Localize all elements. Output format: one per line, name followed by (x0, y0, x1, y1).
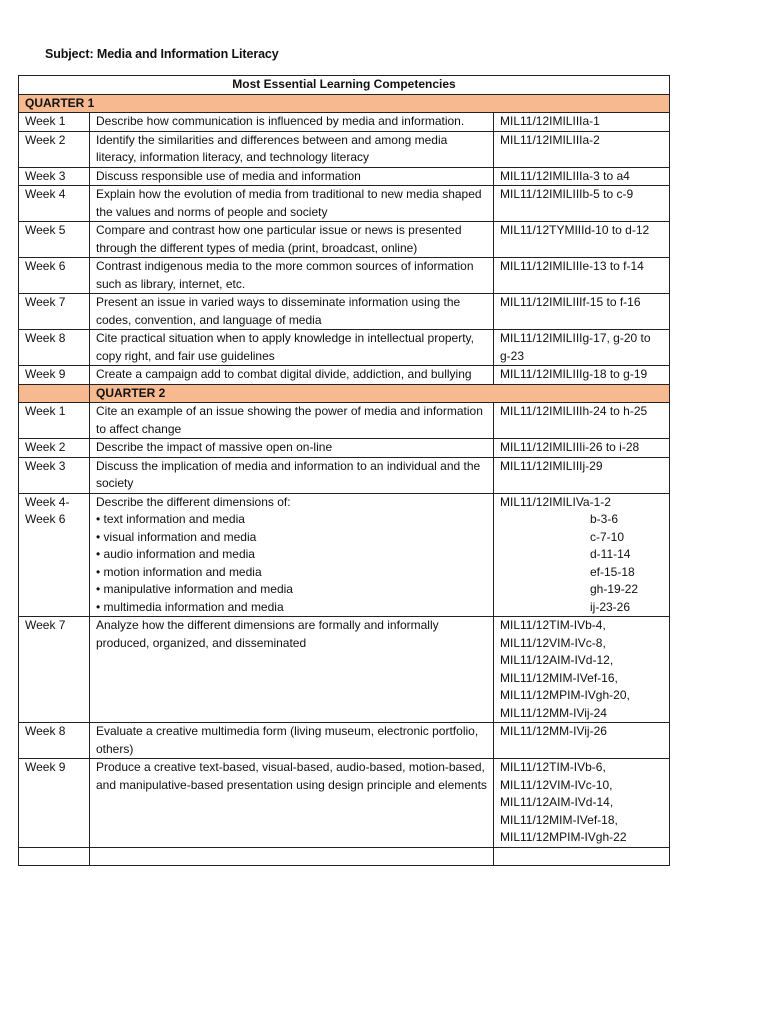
table-row (19, 457, 670, 493)
week-cell: Week 3 (19, 457, 90, 493)
quarter-2-row (19, 384, 670, 403)
competency-cell: Explain how the evolution of media from traditional to new media shaped the values and norms of people and society (90, 186, 494, 222)
table-row (19, 294, 670, 330)
competency-cell: Cite practical situation when to apply knowledge in intellectual property, copy right, and fair use guidelines (90, 330, 494, 366)
week-cell: Week 2 (19, 131, 90, 167)
empty-cell (90, 847, 494, 865)
competency-cell: Analyze how the different dimensions are formally and informally produced, organized, and disseminated (90, 617, 494, 723)
week-cell: Week 4 (19, 186, 90, 222)
code-subline: d-11-14 (590, 547, 631, 561)
bullet-item: • multimedia information and media (96, 599, 284, 614)
code-line: MIL11/12MM-IVij-24 (500, 705, 607, 720)
code-cell: MIL11/12IMILIIIh-24 to h-25 (494, 403, 670, 439)
quarter-1-label: QUARTER 1 (19, 94, 670, 113)
table-row (19, 167, 670, 186)
quarter-2-spacer (19, 384, 90, 403)
code-cell: MIL11/12IMILIIIb-5 to c-9 (494, 186, 670, 222)
empty-cell (19, 847, 90, 865)
code-line: MIL11/12MIM-IVef-18, (500, 812, 618, 827)
week-cell (19, 493, 90, 617)
bullet-item: • manipulative information and media (96, 582, 293, 596)
code-cell (494, 759, 670, 848)
week-cell: Week 6 (19, 258, 90, 294)
competency-cell: Describe the impact of massive open on-line (90, 439, 494, 458)
bullet-item: • text information and media (96, 512, 245, 526)
week-cell: Week 3 (19, 167, 90, 186)
code-line: MIL11/12MIM-IVef-16, (500, 670, 618, 685)
competency-cell (90, 493, 494, 617)
code-subline: ef-15-18 (590, 564, 635, 579)
quarter-1-row (19, 94, 670, 113)
empty-row (19, 847, 670, 865)
competency-cell: Cite an example of an issue showing the power of media and information to affect change (90, 403, 494, 439)
code-line: MIL11/12MPIM-IVgh-22 (500, 830, 627, 844)
code-cell: MIL11/12IMILIIIa-3 to a4 (494, 167, 670, 186)
week-cell: Week 1 (19, 403, 90, 439)
table-row (19, 131, 670, 167)
competencies-table (18, 75, 670, 866)
code-cell: MIL11/12IMILIIIg-17, g-20 to g-23 (494, 330, 670, 366)
competency-intro: Describe the different dimensions of: (96, 494, 291, 509)
code-line: MIL11/12TIM-IVb-4, (500, 618, 606, 632)
table-title: Most Essential Learning Competencies (19, 76, 670, 95)
bullet-item: • motion information and media (96, 564, 262, 579)
table-row (19, 439, 670, 458)
competency-cell: Identify the similarities and differences between and among media literacy, information literacy, and technology literacy (90, 131, 494, 167)
quarter-2-label: QUARTER 2 (90, 384, 670, 403)
table-row (19, 723, 670, 759)
code-cell: MIL11/12IMILIIIj-29 (494, 457, 670, 493)
code-cell: MIL11/12IMILIIIg-18 to g-19 (494, 366, 670, 385)
table-row (19, 222, 670, 258)
code-line: MIL11/12VIM-IVc-10, (500, 777, 613, 792)
bullet-item: • visual information and media (96, 529, 257, 544)
code-cell: MIL11/12IMILIIIa-2 (494, 131, 670, 167)
code-cell: MIL11/12IMILIIIa-1 (494, 113, 670, 132)
week-cell: Week 2 (19, 439, 90, 458)
code-subline: gh-19-22 (590, 582, 639, 596)
code-line: MIL11/12MPIM-IVgh-20, (500, 688, 630, 702)
table-header-row (19, 76, 670, 95)
table-row (19, 186, 670, 222)
competency-cell: Compare and contrast how one particular issue or news is presented through the different types of media (print, broadcast, online) (90, 222, 494, 258)
code-cell: MIL11/12IMILIIIf-15 to f-16 (494, 294, 670, 330)
table-row (19, 258, 670, 294)
code-line: MIL11/12VIM-IVc-8, (500, 635, 606, 650)
week-cell: Week 5 (19, 222, 90, 258)
week-line: Week 4- (25, 494, 70, 509)
code-line: MIL11/12AIM-IVd-12, (500, 653, 614, 667)
code-subline: b-3-6 (590, 512, 619, 526)
week-cell: Week 9 (19, 759, 90, 848)
week-cell: Week 8 (19, 723, 90, 759)
code-cell (494, 617, 670, 723)
code-cell: MIL11/12IMILIIIe-13 to f-14 (494, 258, 670, 294)
code-cell (494, 493, 670, 617)
code-cell: MIL11/12MM-IVij-26 (494, 723, 670, 759)
week-cell: Week 1 (19, 113, 90, 132)
table-row (19, 330, 670, 366)
empty-cell (494, 847, 670, 865)
competency-cell: Present an issue in varied ways to disseminate information using the codes, convention, and language of media (90, 294, 494, 330)
code-line: MIL11/12IMILIVa-1-2 (500, 494, 611, 509)
competency-cell: Evaluate a creative multimedia form (living museum, electronic portfolio, others) (90, 723, 494, 759)
competency-cell: Contrast indigenous media to the more common sources of information such as library, internet, etc. (90, 258, 494, 294)
code-subline: c-7-10 (590, 529, 625, 544)
week-cell: Week 8 (19, 330, 90, 366)
subject-heading: Subject: Media and Information Literacy (45, 47, 279, 61)
table-row (19, 617, 670, 723)
competency-cell: Create a campaign add to combat digital divide, addiction, and bullying (90, 366, 494, 385)
code-cell: MIL11/12TYMIIId-10 to d-12 (494, 222, 670, 258)
competency-cell: Describe how communication is influenced by media and information. (90, 113, 494, 132)
competency-cell: Discuss responsible use of media and information (90, 167, 494, 186)
competency-cell: Produce a creative text-based, visual-based, audio-based, motion-based, and manipulative-based presentation using design principle and elements (90, 759, 494, 848)
bullet-item: • audio information and media (96, 547, 255, 561)
code-line: MIL11/12TIM-IVb-6, (500, 760, 606, 774)
week-cell: Week 7 (19, 294, 90, 330)
table-row (19, 366, 670, 385)
table-row (19, 759, 670, 848)
code-line: MIL11/12AIM-IVd-14, (500, 795, 614, 809)
code-cell: MIL11/12IMILIIIi-26 to i-28 (494, 439, 670, 458)
table-row (19, 493, 670, 617)
table-row (19, 403, 670, 439)
week-line: Week 6 (25, 512, 66, 526)
code-subline: ij-23-26 (590, 599, 631, 614)
table-row (19, 113, 670, 132)
week-cell: Week 9 (19, 366, 90, 385)
week-cell: Week 7 (19, 617, 90, 723)
competency-cell: Discuss the implication of media and information to an individual and the society (90, 457, 494, 493)
